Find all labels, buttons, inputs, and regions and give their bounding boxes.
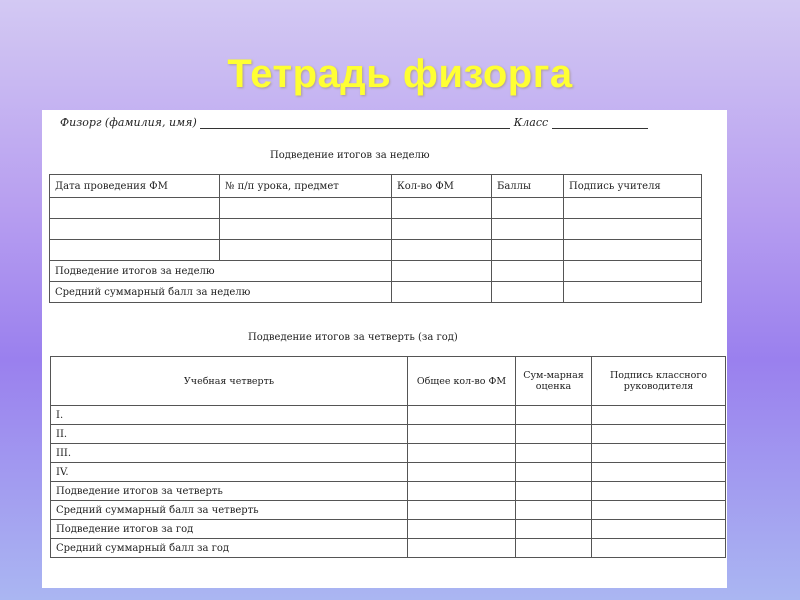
table-cell[interactable] <box>564 282 702 303</box>
table-cell[interactable] <box>408 501 516 520</box>
table-cell[interactable] <box>592 482 726 501</box>
table-row <box>50 198 702 219</box>
table-cell[interactable] <box>564 198 702 219</box>
fizorg-name-blank[interactable] <box>200 118 510 129</box>
class-label: Класс <box>513 116 549 129</box>
table-cell[interactable] <box>408 406 516 425</box>
table-cell[interactable] <box>492 219 564 240</box>
column-header: Общее кол-во ФМ <box>408 357 516 406</box>
column-header: Учебная четверть <box>51 357 408 406</box>
table-cell[interactable] <box>592 520 726 539</box>
table-cell[interactable] <box>392 261 492 282</box>
table-cell[interactable] <box>50 240 220 261</box>
table-cell[interactable] <box>592 425 726 444</box>
table-cell[interactable] <box>408 520 516 539</box>
table-cell[interactable] <box>516 520 592 539</box>
row-label: II. <box>51 425 408 444</box>
table-cell[interactable] <box>592 539 726 558</box>
table-cell[interactable] <box>516 444 592 463</box>
table-row <box>51 520 726 539</box>
table-row <box>51 539 726 558</box>
table-cell[interactable] <box>408 463 516 482</box>
column-header: Подпись учителя <box>564 175 702 198</box>
row-label: Подведение итогов за неделю <box>50 261 392 282</box>
class-blank[interactable] <box>552 118 648 129</box>
table-cell[interactable] <box>392 240 492 261</box>
notebook-sheet <box>42 110 727 588</box>
table-cell[interactable] <box>392 219 492 240</box>
week-summary-table <box>49 174 702 303</box>
table-cell[interactable] <box>220 219 392 240</box>
table-row <box>51 425 726 444</box>
fizorg-label: Физорг (фамилия, имя) <box>60 116 197 129</box>
table-cell[interactable] <box>392 198 492 219</box>
table-row <box>51 463 726 482</box>
table-cell[interactable] <box>592 444 726 463</box>
table-cell[interactable] <box>592 501 726 520</box>
table-cell[interactable] <box>592 463 726 482</box>
table-cell[interactable] <box>50 219 220 240</box>
table-header-row <box>51 357 726 406</box>
table-row <box>51 406 726 425</box>
table-cell[interactable] <box>492 240 564 261</box>
quarter-summary-table <box>50 356 726 558</box>
table-cell[interactable] <box>516 463 592 482</box>
table-cell[interactable] <box>492 261 564 282</box>
table-cell[interactable] <box>220 240 392 261</box>
row-label: Подведение итогов за четверть <box>51 482 408 501</box>
quarter-section-title: Подведение итогов за четверть (за год) <box>248 332 458 343</box>
table-cell[interactable] <box>592 406 726 425</box>
table-row <box>50 219 702 240</box>
column-header: Кол-во ФМ <box>392 175 492 198</box>
row-label: III. <box>51 444 408 463</box>
table-cell[interactable] <box>408 444 516 463</box>
table-cell[interactable] <box>492 282 564 303</box>
table-cell[interactable] <box>50 198 220 219</box>
table-row <box>50 240 702 261</box>
sheet-header <box>60 116 648 129</box>
table-header-row <box>50 175 702 198</box>
table-cell[interactable] <box>564 261 702 282</box>
table-cell[interactable] <box>408 425 516 444</box>
row-label: Подведение итогов за год <box>51 520 408 539</box>
table-cell[interactable] <box>516 425 592 444</box>
table-cell[interactable] <box>220 198 392 219</box>
table-row <box>51 482 726 501</box>
table-cell[interactable] <box>516 501 592 520</box>
row-label: IV. <box>51 463 408 482</box>
table-row <box>51 444 726 463</box>
table-cell[interactable] <box>564 240 702 261</box>
column-header: Сум-марная оценка <box>516 357 592 406</box>
table-row <box>50 282 702 303</box>
table-cell[interactable] <box>408 539 516 558</box>
table-cell[interactable] <box>516 406 592 425</box>
column-header: № п/п урока, предмет <box>220 175 392 198</box>
table-cell[interactable] <box>564 219 702 240</box>
slide-title: Тетрадь физорга <box>227 52 573 96</box>
column-header: Баллы <box>492 175 564 198</box>
column-header: Дата проведения ФМ <box>50 175 220 198</box>
row-label: I. <box>51 406 408 425</box>
table-row <box>50 261 702 282</box>
table-cell[interactable] <box>516 539 592 558</box>
table-cell[interactable] <box>492 198 564 219</box>
table-row <box>51 501 726 520</box>
row-label: Средний суммарный балл за неделю <box>50 282 392 303</box>
table-cell[interactable] <box>392 282 492 303</box>
row-label: Средний суммарный балл за четверть <box>51 501 408 520</box>
row-label: Средний суммарный балл за год <box>51 539 408 558</box>
column-header: Подпись классного руководителя <box>592 357 726 406</box>
table-cell[interactable] <box>516 482 592 501</box>
week-section-title: Подведение итогов за неделю <box>270 150 430 161</box>
table-cell[interactable] <box>408 482 516 501</box>
